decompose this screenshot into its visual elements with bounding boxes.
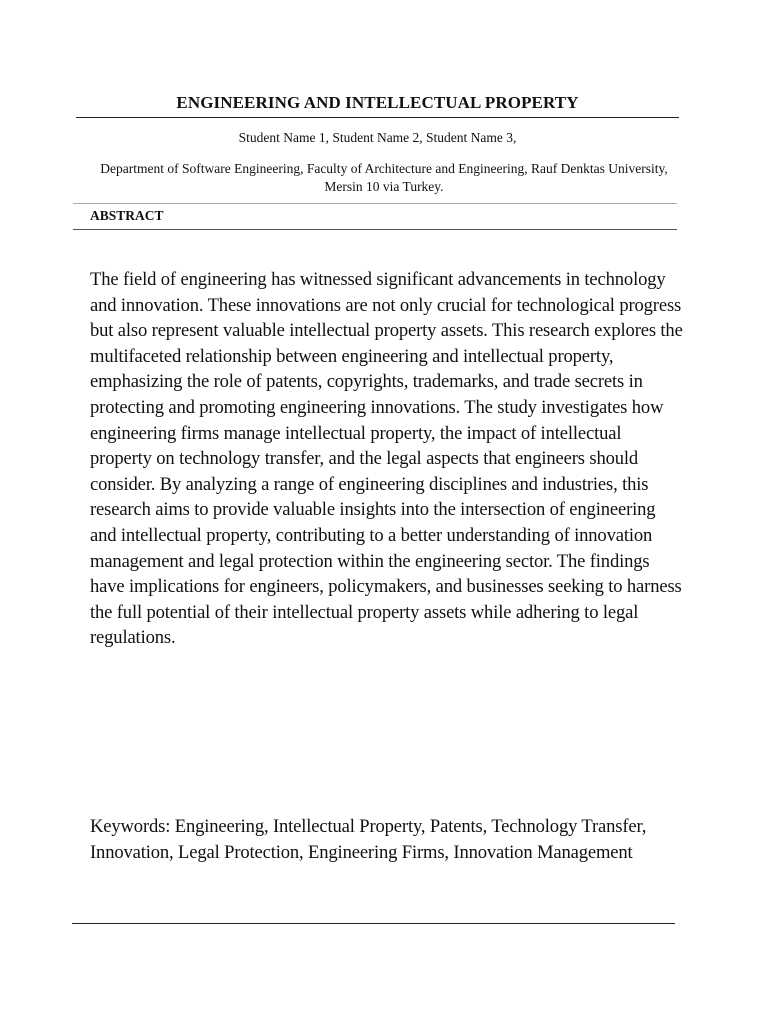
bottom-divider xyxy=(72,923,675,924)
author-list: Student Name 1, Student Name 2, Student Name 3, xyxy=(238,130,517,145)
abstract-heading: ABSTRACT xyxy=(90,208,164,223)
abstract-body: The field of engineering has witnessed significant advancements in technology and innovation. These innovations are not only crucial for technological progress but also represent valuable intellectual property assets. This research explores the multifaceted relationship between engineering and intellectual property, emphasizing the role of patents, copyrights, trademarks, and trade secrets in protecting and promoting engineering innovations. The study investigates how engineering firms manage intellectual property, the impact of intellectual property on technology transfer, and the legal aspects that engineers should consider. By analyzing a range of engineering disciplines and industries, this research aims to provide valuable insights into the intersection of engineering and intellectual property, contributing to a better understanding of innovation management and legal protection within the engineering sector. The findings have implications for engineers, policymakers, and businesses seeking to harness the full potential of their intellectual property assets while adhering to legal regulations. xyxy=(90,269,683,649)
keywords: Keywords: Engineering, Intellectual Property, Patents, Technology Transfer, Innovation, Legal Protection, Engineering Firms, Innovation Management xyxy=(90,816,647,863)
abstract-top-divider xyxy=(73,203,677,204)
abstract-bottom-divider xyxy=(73,229,677,230)
author-affiliation: Department of Software Engineering, Faculty of Architecture and Engineering, Rauf Denktas University, Mersin 10 via Turkey. xyxy=(100,161,668,194)
paper-title: ENGINEERING AND INTELLECTUAL PROPERTY xyxy=(176,93,579,112)
title-divider xyxy=(76,117,679,118)
